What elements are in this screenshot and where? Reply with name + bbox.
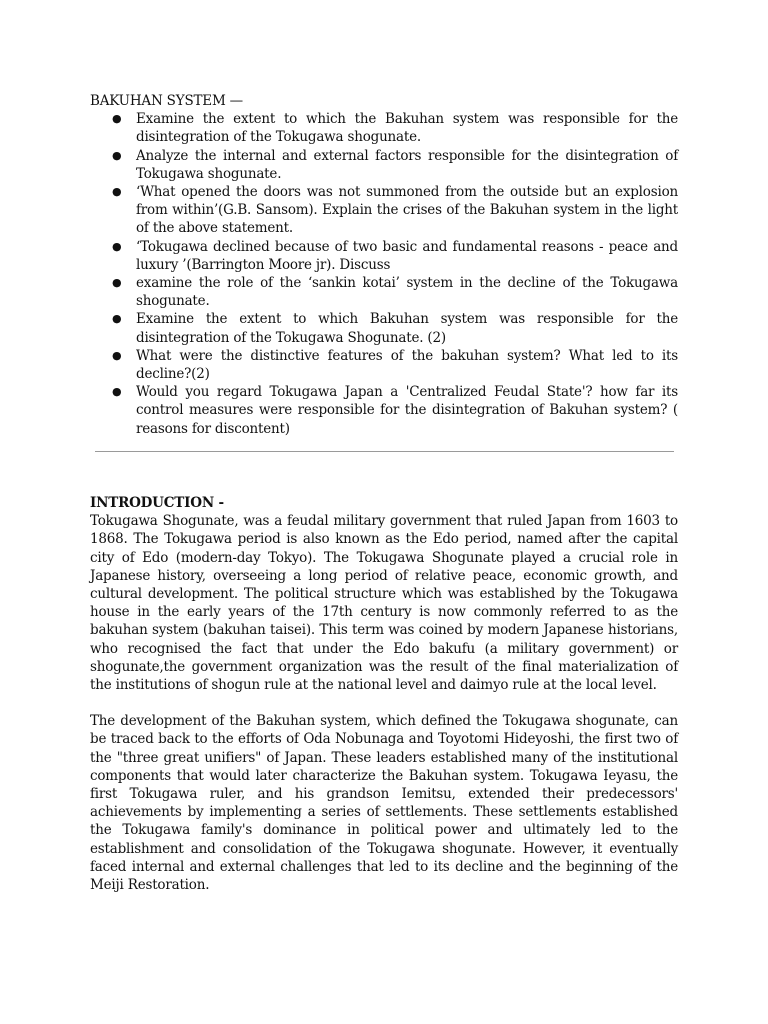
question-item	[90, 238, 678, 274]
question-item	[90, 347, 678, 383]
question-text: Analyze the internal and external factors responsible for the disintegration of Tokugawa shogunate.	[136, 147, 678, 182]
introduction-section	[90, 494, 678, 894]
question-item	[90, 383, 678, 438]
question-text: Examine the extent to which Bakuhan system was responsible for the disintegration of the Tokugawa Shogunate. (2)	[136, 311, 678, 346]
question-item	[90, 310, 678, 346]
question-item	[90, 110, 678, 146]
question-item	[90, 274, 678, 310]
introduction-paragraph-1: Tokugawa Shogunate, was a feudal military government that ruled Japan from 1603 to 1868. The Tokugawa period is also known as the Edo period, named after the capital city of Edo (modern-day Tokyo). The Tokugawa Shogunate played a crucial role in Japanese history, overseeing a long period of relative peace, economic growth, and cultural development. The political structure which was established by the Tokugawa house in the early years of the 17th century is now commonly referred to as the bakuhan system (bakuhan taisei). This term was coined by modern Japanese historians, who recognised the fact that under the Edo bakufu (a military government) or shogunate,the government organization was the result of the final materialization of the institutions of shogun rule at the national level and daimyo rule at the local level.	[90, 513, 678, 694]
question-item	[90, 147, 678, 183]
section-title: BAKUHAN SYSTEM —	[90, 93, 243, 109]
bullet-icon: ●	[112, 385, 122, 399]
bullet-icon: ●	[112, 148, 122, 162]
question-text: Would you regard Tokugawa Japan a 'Centralized Feudal State'? how far its control measures were responsible for the disintegration of Bakuhan system? ( reasons for discontent)	[136, 384, 678, 437]
bullet-icon: ●	[112, 112, 122, 126]
horizontal-divider	[95, 451, 674, 452]
question-text: ‘Tokugawa declined because of two basic and fundamental reasons - peace and luxury ’(Barrington Moore jr). Discuss	[136, 238, 678, 273]
introduction-paragraph-2: The development of the Bakuhan system, which defined the Tokugawa shogunate, can be traced back to the efforts of Oda Nobunaga and Toyotomi Hideyoshi, the first two of the "three great unifiers" of Japan. These leaders established many of the institutional components that would later characterize the Bakuhan system. Tokugawa Ieyasu, the first Tokugawa ruler, and his grandson Iemitsu, extended their predecessors' achievements by implementing a series of settlements. These settlements established the Tokugawa family's dominance in political power and ultimately led to the establishment and consolidation of the Tokugawa shogunate. However, it eventually faced internal and external challenges that led to its decline and the beginning of the Meiji Restoration.	[90, 713, 678, 894]
bullet-icon: ●	[112, 276, 122, 290]
question-text: What were the distinctive features of the bakuhan system? What led to its decline?(2)	[136, 347, 678, 383]
question-item	[90, 183, 678, 238]
bullet-icon: ●	[112, 312, 122, 326]
question-text: examine the role of the ‘sankin kotai’ system in the decline of the Tokugawa shogunate.	[136, 275, 678, 310]
bullet-icon: ●	[112, 185, 122, 199]
question-list	[90, 110, 678, 438]
bullet-icon: ●	[112, 348, 122, 362]
bullet-icon: ●	[112, 239, 122, 253]
introduction-heading: INTRODUCTION -	[90, 495, 224, 511]
question-text: ‘What opened the doors was not summoned from the outside but an explosion from within’(G.B. Sansom). Explain the crises of the Bakuhan system in the light of the above statement.	[136, 184, 678, 237]
question-text: Examine the extent to which the Bakuhan system was responsible for the disintegration of the Tokugawa shogunate.	[136, 111, 678, 146]
question-section	[90, 92, 678, 438]
